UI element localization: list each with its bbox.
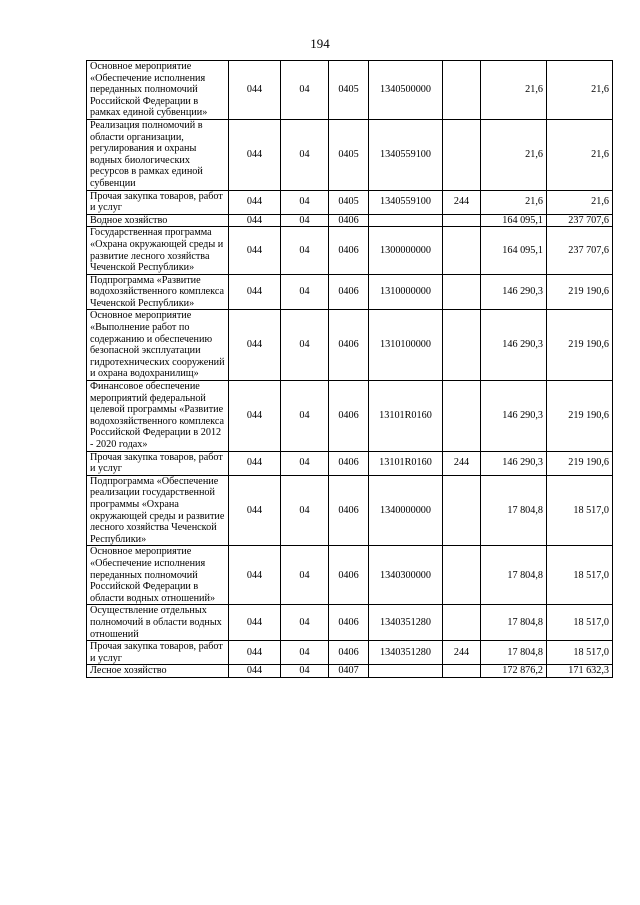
table-row <box>87 227 613 274</box>
cell-amount-year-2: 219 190,6 <box>547 310 613 381</box>
cell-subsection-code: 0406 <box>329 641 369 665</box>
cell-section-code: 04 <box>281 274 329 310</box>
cell-section-code: 04 <box>281 190 329 214</box>
cell-section-code: 04 <box>281 605 329 641</box>
cell-section-code: 04 <box>281 641 329 665</box>
cell-amount-year-1: 17 804,8 <box>481 605 547 641</box>
cell-ministry-code: 044 <box>229 605 281 641</box>
cell-amount-year-2: 237 707,6 <box>547 227 613 274</box>
cell-amount-year-1: 146 290,3 <box>481 274 547 310</box>
cell-section-code: 04 <box>281 119 329 190</box>
cell-expense-type: 244 <box>443 190 481 214</box>
page-number: 194 <box>310 36 330 51</box>
cell-expense-type <box>443 475 481 546</box>
cell-amount-year-1: 21,6 <box>481 190 547 214</box>
cell-name: Финансовое обеспечение мероприятий федеральной целевой программы «Развитие водохозяйственного комплекса Российской Федерации в 2012 - 2020 годах» <box>87 381 229 452</box>
cell-subsection-code: 0406 <box>329 310 369 381</box>
cell-name: Осуществление отдельных полномочий в области водных отношений <box>87 605 229 641</box>
cell-amount-year-2: 171 632,3 <box>547 665 613 678</box>
cell-target-article: 13101R0160 <box>369 381 443 452</box>
cell-target-article: 1340559100 <box>369 119 443 190</box>
cell-amount-year-1: 172 876,2 <box>481 665 547 678</box>
cell-section-code: 04 <box>281 61 329 120</box>
cell-amount-year-2: 21,6 <box>547 119 613 190</box>
table-row <box>87 546 613 605</box>
table-row <box>87 381 613 452</box>
cell-name: Подпрограмма «Обеспечение реализации государственной программы «Охрана окружающей среды и развитие лесного хозяйства Чеченской Республики» <box>87 475 229 546</box>
cell-ministry-code: 044 <box>229 665 281 678</box>
cell-expense-type <box>443 381 481 452</box>
cell-amount-year-1: 146 290,3 <box>481 310 547 381</box>
cell-amount-year-1: 164 095,1 <box>481 227 547 274</box>
cell-expense-type <box>443 665 481 678</box>
cell-expense-type <box>443 605 481 641</box>
cell-target-article: 1340351280 <box>369 641 443 665</box>
cell-amount-year-1: 21,6 <box>481 61 547 120</box>
table-row <box>87 665 613 678</box>
table-row <box>87 61 613 120</box>
cell-amount-year-2: 21,6 <box>547 190 613 214</box>
cell-target-article <box>369 214 443 227</box>
cell-amount-year-2: 237 707,6 <box>547 214 613 227</box>
cell-ministry-code: 044 <box>229 61 281 120</box>
cell-expense-type <box>443 214 481 227</box>
cell-ministry-code: 044 <box>229 190 281 214</box>
cell-section-code: 04 <box>281 227 329 274</box>
cell-name: Прочая закупка товаров, работ и услуг <box>87 641 229 665</box>
cell-name: Подпрограмма «Развитие водохозяйственного комплекса Чеченской Республики» <box>87 274 229 310</box>
cell-name: Прочая закупка товаров, работ и услуг <box>87 190 229 214</box>
cell-ministry-code: 044 <box>229 274 281 310</box>
cell-ministry-code: 044 <box>229 227 281 274</box>
cell-subsection-code: 0405 <box>329 190 369 214</box>
cell-expense-type <box>443 546 481 605</box>
cell-expense-type: 244 <box>443 641 481 665</box>
cell-target-article: 1340559100 <box>369 190 443 214</box>
cell-subsection-code: 0407 <box>329 665 369 678</box>
cell-ministry-code: 044 <box>229 546 281 605</box>
cell-subsection-code: 0406 <box>329 381 369 452</box>
cell-target-article <box>369 665 443 678</box>
cell-target-article: 13101R0160 <box>369 451 443 475</box>
cell-expense-type <box>443 119 481 190</box>
table-row <box>87 475 613 546</box>
cell-expense-type <box>443 61 481 120</box>
cell-subsection-code: 0406 <box>329 227 369 274</box>
cell-amount-year-2: 18 517,0 <box>547 475 613 546</box>
cell-target-article: 1340351280 <box>369 605 443 641</box>
cell-amount-year-1: 146 290,3 <box>481 381 547 452</box>
table-row <box>87 274 613 310</box>
cell-name: Реализация полномочий в области организации, регулирования и охраны водных биологических ресурсов в рамках единой субвенции <box>87 119 229 190</box>
cell-subsection-code: 0406 <box>329 546 369 605</box>
cell-name: Водное хозяйство <box>87 214 229 227</box>
cell-amount-year-2: 18 517,0 <box>547 641 613 665</box>
cell-name: Лесное хозяйство <box>87 665 229 678</box>
cell-name: Основное мероприятие «Выполнение работ по содержанию и обеспечению безопасной эксплуатации гидротехнических сооружений и охрана водохранилищ» <box>87 310 229 381</box>
cell-ministry-code: 044 <box>229 214 281 227</box>
cell-section-code: 04 <box>281 214 329 227</box>
cell-amount-year-1: 164 095,1 <box>481 214 547 227</box>
cell-amount-year-1: 17 804,8 <box>481 475 547 546</box>
cell-section-code: 04 <box>281 546 329 605</box>
budget-table <box>86 60 613 678</box>
cell-target-article: 1340000000 <box>369 475 443 546</box>
cell-section-code: 04 <box>281 310 329 381</box>
cell-ministry-code: 044 <box>229 119 281 190</box>
table-row <box>87 451 613 475</box>
cell-subsection-code: 0406 <box>329 274 369 310</box>
cell-amount-year-2: 219 190,6 <box>547 274 613 310</box>
cell-subsection-code: 0406 <box>329 605 369 641</box>
cell-ministry-code: 044 <box>229 641 281 665</box>
table-row <box>87 605 613 641</box>
cell-amount-year-1: 21,6 <box>481 119 547 190</box>
cell-ministry-code: 044 <box>229 381 281 452</box>
cell-section-code: 04 <box>281 665 329 678</box>
cell-target-article: 1340300000 <box>369 546 443 605</box>
cell-target-article: 1300000000 <box>369 227 443 274</box>
cell-target-article: 1310000000 <box>369 274 443 310</box>
table-row <box>87 214 613 227</box>
cell-target-article: 1310100000 <box>369 310 443 381</box>
cell-name: Основное мероприятие «Обеспечение исполнения переданных полномочий Российской Федерации в рамках единой субвенции» <box>87 61 229 120</box>
cell-section-code: 04 <box>281 381 329 452</box>
table-row <box>87 190 613 214</box>
cell-name: Государственная программа «Охрана окружающей среды и развитие лесного хозяйства Чеченской Республики» <box>87 227 229 274</box>
cell-subsection-code: 0406 <box>329 214 369 227</box>
cell-amount-year-2: 18 517,0 <box>547 605 613 641</box>
cell-ministry-code: 044 <box>229 310 281 381</box>
cell-expense-type: 244 <box>443 451 481 475</box>
cell-expense-type <box>443 310 481 381</box>
budget-table-body <box>87 61 613 678</box>
cell-target-article: 1340500000 <box>369 61 443 120</box>
cell-amount-year-2: 219 190,6 <box>547 451 613 475</box>
cell-amount-year-1: 17 804,8 <box>481 546 547 605</box>
cell-subsection-code: 0405 <box>329 119 369 190</box>
cell-name: Прочая закупка товаров, работ и услуг <box>87 451 229 475</box>
cell-section-code: 04 <box>281 475 329 546</box>
table-row <box>87 119 613 190</box>
cell-amount-year-2: 219 190,6 <box>547 381 613 452</box>
table-row <box>87 641 613 665</box>
cell-name: Основное мероприятие «Обеспечение исполнения переданных полномочий Российской Федерации в области водных отношений» <box>87 546 229 605</box>
cell-amount-year-1: 146 290,3 <box>481 451 547 475</box>
cell-ministry-code: 044 <box>229 451 281 475</box>
cell-section-code: 04 <box>281 451 329 475</box>
table-row <box>87 310 613 381</box>
cell-amount-year-2: 18 517,0 <box>547 546 613 605</box>
cell-subsection-code: 0405 <box>329 61 369 120</box>
cell-amount-year-2: 21,6 <box>547 61 613 120</box>
cell-amount-year-1: 17 804,8 <box>481 641 547 665</box>
cell-expense-type <box>443 227 481 274</box>
cell-ministry-code: 044 <box>229 475 281 546</box>
cell-subsection-code: 0406 <box>329 475 369 546</box>
cell-subsection-code: 0406 <box>329 451 369 475</box>
cell-expense-type <box>443 274 481 310</box>
